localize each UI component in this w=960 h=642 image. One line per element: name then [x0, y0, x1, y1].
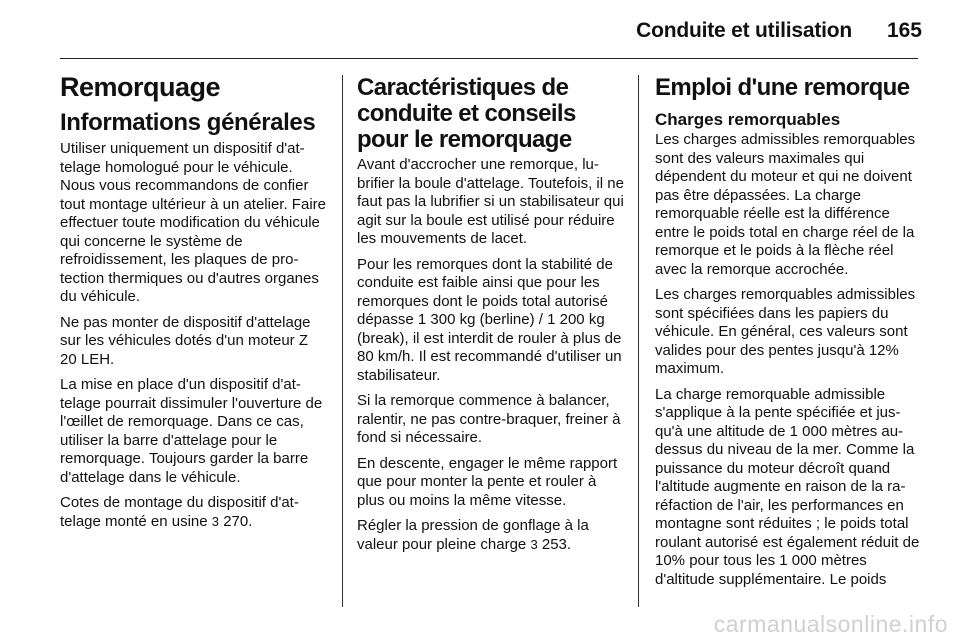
watermark: carmanualsonline.info — [713, 611, 948, 637]
page-reference-arrow-icon: 3 — [530, 536, 538, 552]
paragraph — [60, 494, 326, 531]
paragraph — [357, 517, 625, 554]
page-reference-link[interactable]: 270. — [223, 512, 253, 530]
section-heading: Caractéristiques de conduite et conseils pour le remorquage — [357, 74, 576, 153]
paragraph-text: Régler la pression de gonflage à la valeur pour pleine charge — [357, 517, 589, 553]
paragraph: Les charges admissibles remorquables sont des valeurs maximales qui dépendent du moteur et qui ne doivent pas être dépassées. La charge remorquable réelle est la différence entre le poids total en charge réel de la remorque et le poids à la flèche réel avec la remorque accrochée. — [655, 131, 916, 278]
paragraph: Les charges remorquables admissibles sont spécifiées dans les papiers du véhicule. En général, ces valeurs sont valides pour des pentes jusqu'à 12% maximum. — [655, 286, 916, 377]
paragraph: La charge remorquable admissible s'applique à la pente spécifiée et jusqu'à une altitude de 1 000 mètres au-dessus du niveau de la mer. Comme la puissance du moteur décroît quand l'altitude augmente en raison de la raréfaction de l'air, les performances en montagne sont réduites ; le poids total roulant autorisé est également réduit de 10% pour tous les 1 000 mètres d'altitude supplémentaire. Le poids — [655, 385, 920, 588]
header-divider — [60, 58, 918, 59]
column-middle — [357, 71, 625, 561]
column-divider-1 — [342, 75, 343, 607]
column-left — [60, 71, 326, 538]
paragraph: La mise en place d'un dispositif d'attelage pourrait dissimuler l'ouverture de l'œillet de remorquage. Dans ce cas, utiliser la barre d'attelage pour le remorquage. Toujours garder la barre d'attelage dans le véhicule. — [60, 376, 323, 486]
paragraph: Avant d'accrocher une remorque, lubrifier la boule d'attelage. Toutefois, il ne faut pas la lubrifier si un stabilisateur qui agit sur la boule est utilisé pour réduire les mouvements de lacet. — [357, 156, 624, 247]
column-divider-2 — [638, 75, 639, 607]
main-heading: Remorquage — [60, 72, 221, 102]
paragraph-text: Cotes de montage du dispositif d'attelage monté en usine — [60, 494, 299, 530]
paragraph: Utiliser uniquement un dispositif d'attelage homologué pour le véhicule. Nous vous recommandons de confier tout montage ultérieur à un atelier. Faire effectuer toute modification du véhicule qui concerne le système de refroidissement, les plaques de protection thermiques ou d'autres organes du véhicule. — [60, 140, 326, 305]
paragraph: Si la remorque commence à balancer, ralentir, ne pas contre-braquer, freiner à fond si nécessaire. — [357, 392, 621, 446]
paragraph: Ne pas monter de dispositif d'attelage sur les véhicules dotés d'un moteur Z 20 LEH. — [60, 313, 311, 368]
paragraph: En descente, engager le même rapport que pour monter la pente et rouler à plus ou moins la même vitesse. — [357, 454, 618, 509]
section-title: Conduite et utilisation — [636, 19, 852, 42]
section-heading: Emploi d'une remorque — [655, 74, 910, 101]
page-number: 165 — [886, 19, 922, 42]
page-header — [0, 0, 960, 56]
sub-heading: Charges remorquables — [655, 110, 841, 129]
paragraph: Pour les remorques dont la stabilité de conduite est faible ainsi que pour les remorques dont le poids total autorisé dépasse 1 300 kg (berline) / 1 200 kg (break), il est interdit de rouler à plus de 80 km/h. Il est recommandé d'utiliser un stabilisateur. — [357, 255, 622, 384]
column-right — [655, 71, 921, 596]
sub-heading: Informations générales — [60, 109, 316, 136]
page-reference-arrow-icon: 3 — [211, 513, 220, 529]
page-reference-link[interactable]: 253. — [541, 535, 572, 553]
